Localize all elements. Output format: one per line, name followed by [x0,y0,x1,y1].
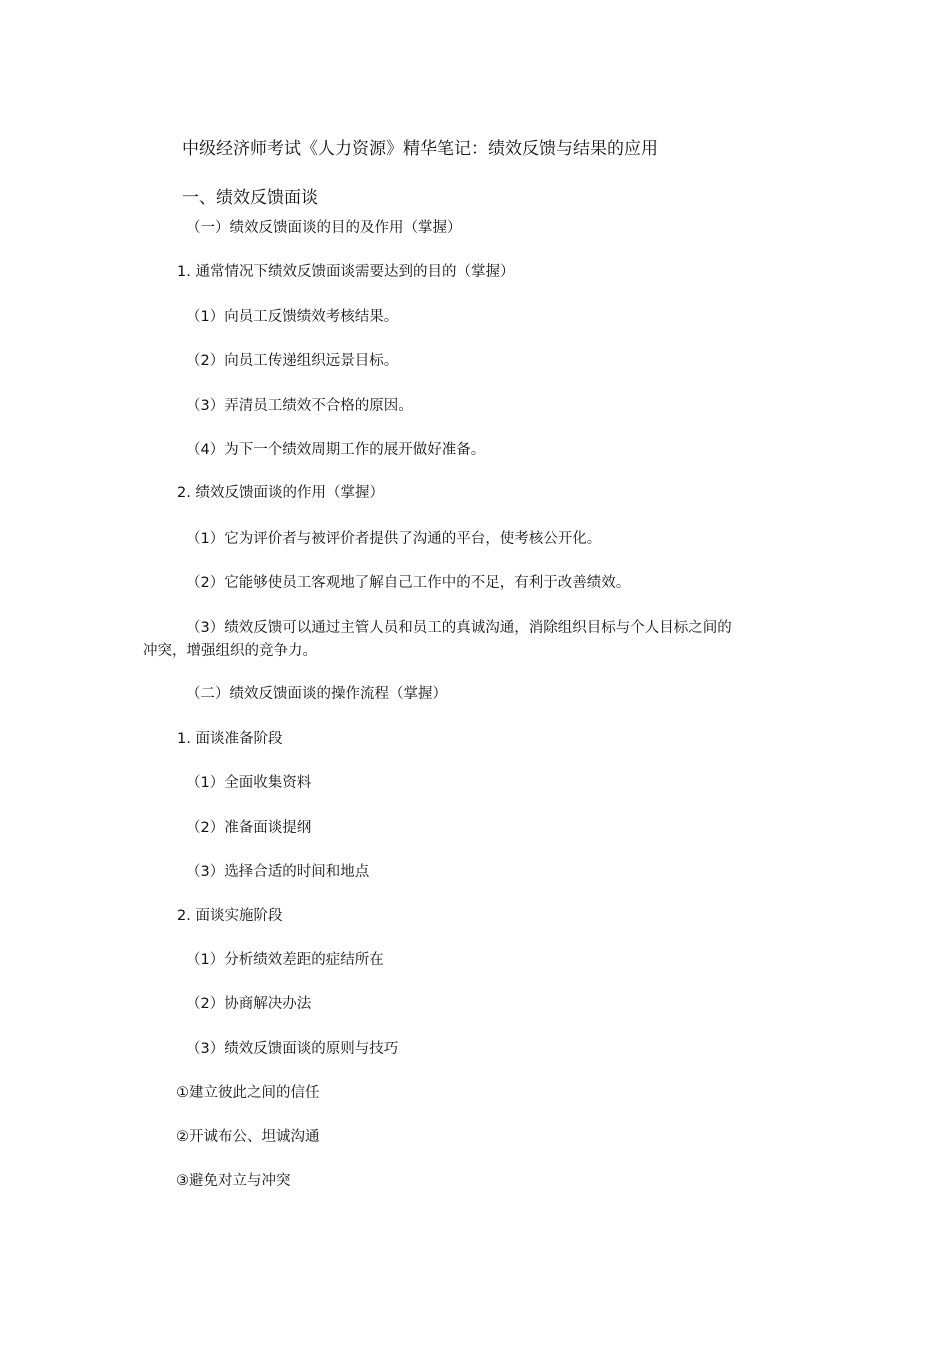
section-heading: 一、绩效反馈面谈 [182,188,318,208]
list-item: （3）绩效反馈可以通过主管人员和员工的真诚沟通，消除组织目标与个人目标之间的 [186,620,732,636]
list-item: （1）全面收集资料 [186,775,312,791]
list-item: （2）它能够使员工客观地了解自己工作中的不足，有利于改善绩效。 [186,575,631,591]
principle-item: ①建立彼此之间的信任 [176,1085,320,1101]
list-item: （2）向员工传递组织远景目标。 [186,353,399,369]
item-heading: 2. 面谈实施阶段 [177,908,283,924]
item-heading: 1. 通常情况下绩效反馈面谈需要达到的目的（掌握） [177,264,515,280]
list-item: （3）弄清员工绩效不合格的原因。 [186,398,413,414]
list-item: （1）分析绩效差距的症结所在 [186,952,384,968]
subsection-heading: （一）绩效反馈面谈的目的及作用（掌握） [186,220,462,236]
document-title: 中级经济师考试《人力资源》精华笔记：绩效反馈与结果的应用 [182,139,658,159]
list-item-continuation: 冲突，增强组织的竞争力。 [143,643,317,659]
list-item: （1）向员工反馈绩效考核结果。 [186,309,399,325]
list-item: （2）准备面谈提纲 [186,820,312,836]
list-item: （4）为下一个绩效周期工作的展开做好准备。 [186,442,486,458]
list-item: （3）选择合适的时间和地点 [186,864,370,880]
principle-item: ②开诚布公、坦诚沟通 [176,1129,320,1145]
list-item: （2）协商解决办法 [186,996,312,1012]
list-item: （3）绩效反馈面谈的原则与技巧 [186,1041,399,1057]
list-item: （1）它为评价者与被评价者提供了沟通的平台，使考核公开化。 [186,531,602,547]
principle-item: ③避免对立与冲突 [176,1173,291,1189]
item-heading: 1. 面谈准备阶段 [177,731,283,747]
subsection-heading: （二）绩效反馈面谈的操作流程（掌握） [186,686,447,702]
item-heading: 2. 绩效反馈面谈的作用（掌握） [177,485,384,501]
